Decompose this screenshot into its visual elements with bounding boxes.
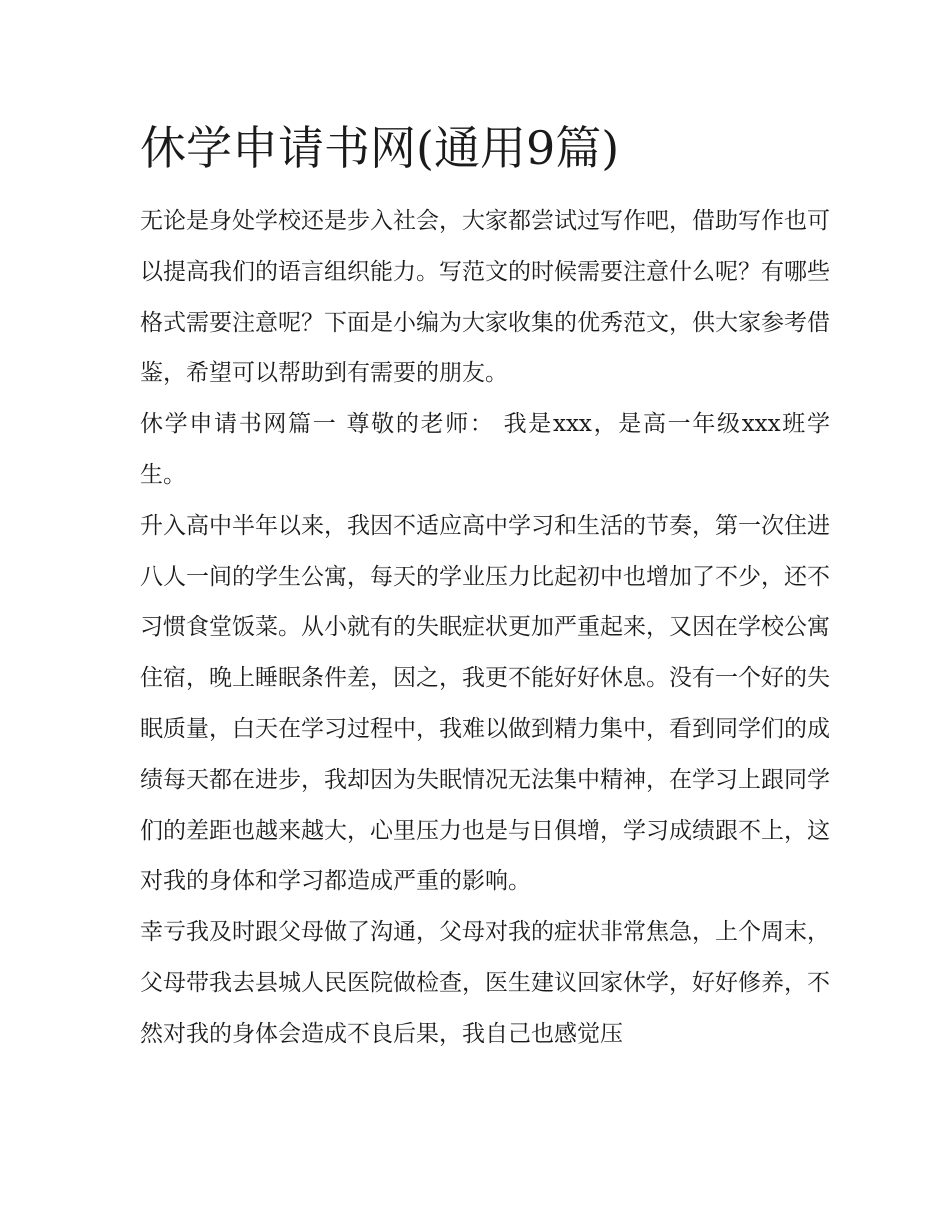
paragraph-salutation: 休学申请书网篇一 尊敬的老师： 我是xxx，是高一年级xxx班学生。	[140, 411, 830, 488]
paragraph-intro: 无论是身处学校还是步入社会，大家都尝试过写作吧，借助写作也可以提高我们的语言组织能力。写范文的时候需要注意什么呢？有哪些格式需要注意呢？下面是小编为大家收集的优秀范文，供大家参考借鉴，希望可以帮助到有需要的朋友。	[140, 208, 830, 387]
paragraph-doctor-advice: 幸亏我及时跟父母做了沟通，父母对我的症状非常焦急，上个周末，父母带我去县城人民医院做检查，医生建议回家休学，好好修养，不然对我的身体会造成不良后果，我自己也感觉压	[140, 919, 830, 1047]
paragraph-reason: 升入高中半年以来，我因不适应高中学习和生活的节奏，第一次住进八人一间的学生公寓，每天的学业压力比起初中也增加了不少，还不习惯食堂饭菜。从小就有的失眠症状更加严重起来，又因在学校公寓住宿，晚上睡眠条件差，因之，我更不能好好休息。没有一个好的失眠质量，白天在学习过程中，我难以做到精力集中，看到同学们的成绩每天都在进步，我却因为失眠情况无法集中精神，在学习上跟同学们的差距也越来越大，心里压力也是与日俱增，学习成绩跟不上，这对我的身体和学习都造成严重的影响。	[140, 512, 830, 895]
document-title: 休学申请书网(通用9篇)	[140, 121, 620, 175]
document-page	[140, 108, 830, 1060]
